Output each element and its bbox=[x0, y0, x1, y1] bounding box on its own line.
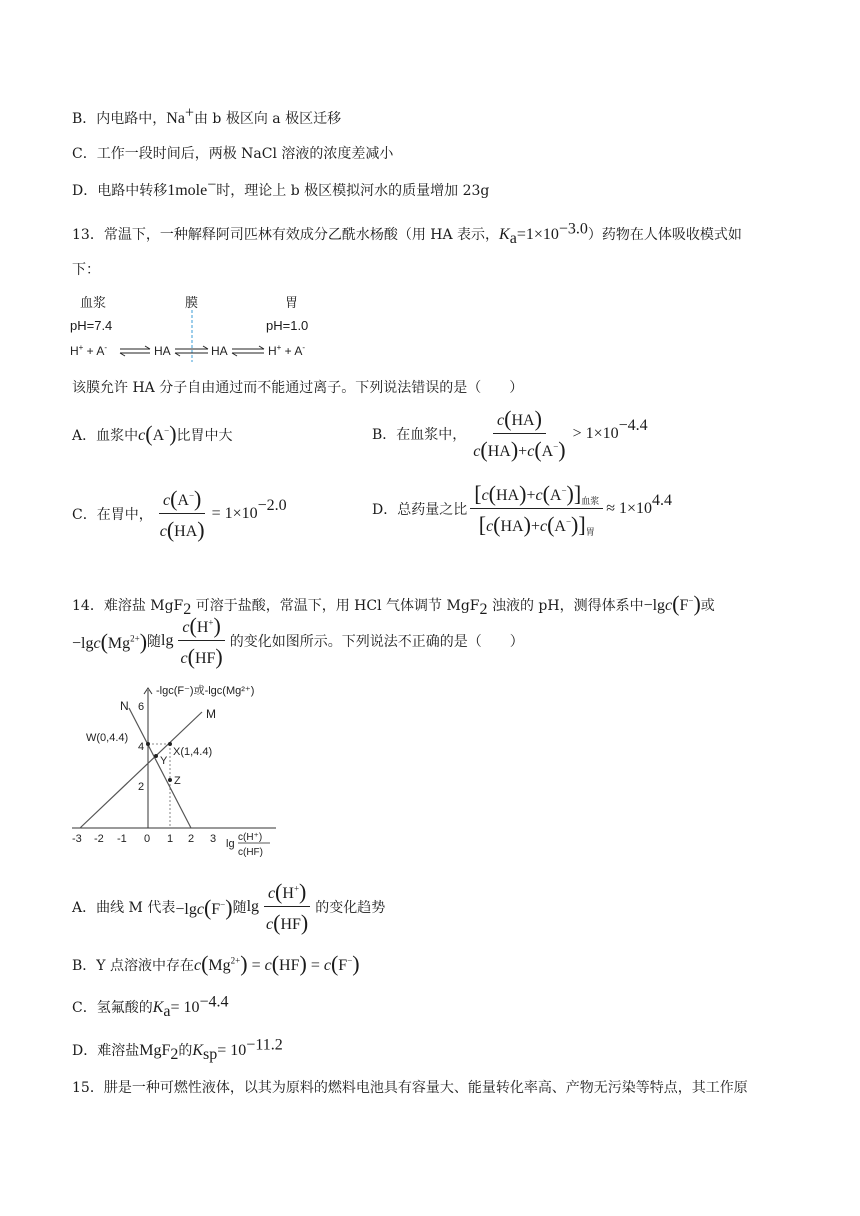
q14-option-b: B．Y 点溶液中存在$c(Mg^{2+}) = c(HF) = c(F^-)$ bbox=[72, 951, 360, 976]
point-x-label: X(1,4.4) bbox=[173, 746, 213, 758]
x-tick-neg1: -1 bbox=[117, 833, 127, 845]
q13-c-fraction: $\frac{c(A^-)}{c(HA)}$ bbox=[159, 486, 205, 542]
q14-option-c: C．氢氟酸的$K_a= 10^{-4.4}$ bbox=[72, 993, 229, 1020]
x-tick-3: 3 bbox=[210, 833, 217, 845]
q14-option-d: D．难溶盐MgF$_2$的$K_{sp}= 10^{-11.2}$ bbox=[72, 1036, 283, 1063]
x-axis-den: c(HF) bbox=[238, 847, 263, 858]
point-x bbox=[168, 742, 172, 746]
point-w bbox=[146, 742, 150, 746]
ha-stomach: HA bbox=[211, 344, 228, 358]
x-tick-0: 0 bbox=[144, 833, 151, 845]
x-tick-neg2: -2 bbox=[94, 833, 104, 845]
curve-n bbox=[129, 708, 191, 828]
stomach-ph: pH=1.0 bbox=[266, 318, 309, 333]
point-z bbox=[168, 778, 172, 782]
q14-stem-fraction: $\frac{c(H^+)}{c(HF)}$ bbox=[177, 612, 227, 669]
x-tick-2: 2 bbox=[188, 833, 195, 845]
q13-d-fraction: $\frac{[c(HA)+c(A^-)]_{血浆}}{[c(HA)+c(A^-)]_胃}$ bbox=[470, 480, 603, 537]
x-axis-num: c(H⁺) bbox=[238, 832, 263, 843]
q13-b-fraction: $\frac{c(HA)}{c(HA)+c(A^-)}$ bbox=[473, 406, 566, 462]
stomach-label: 胃 bbox=[285, 295, 299, 310]
stomach-ions: H+ + A- bbox=[268, 343, 306, 358]
curve-n-label: N bbox=[120, 699, 129, 713]
curve-m-label: M bbox=[206, 707, 216, 721]
x-axis-lg: lg bbox=[226, 838, 235, 850]
y-tick-2: 2 bbox=[138, 781, 145, 793]
q13-option-d: D．总药量之比 $\frac{[c(HA)+c(A^-)]_{血浆}}{[c(HA)+c(A^-)]_胃}$ ≈ 1×10 $^{4.4}$ bbox=[372, 481, 673, 539]
y-axis-title: -lgc(F⁻)或-lgc(Mg²⁺) bbox=[156, 685, 255, 697]
plasma-ph: pH=7.4 bbox=[70, 318, 113, 333]
q13-stem-line2: 下： bbox=[72, 262, 100, 278]
q13-option-a: A．血浆中c(A−)比胃中大 bbox=[72, 421, 233, 446]
absorption-diagram bbox=[70, 292, 340, 362]
eq-arrow-1 bbox=[120, 346, 150, 356]
y-tick-6: 6 bbox=[138, 701, 145, 713]
q13-option-c: C．在胃中， $\frac{c(A^-)}{c(HA)}$ = 1×10 $^{-2.0}$ bbox=[72, 486, 287, 542]
x-tick-1: 1 bbox=[167, 833, 174, 845]
q12-option-d: D．电路中转移1mole−时，理论上 b 极区模拟河水的质量增加 23g bbox=[72, 176, 490, 199]
q14-a-fraction: $\frac{c(H^+)}{c(HF)}$ bbox=[262, 878, 312, 935]
point-z-label: Z bbox=[174, 775, 181, 787]
x-tick-neg3: -3 bbox=[72, 833, 82, 845]
q14-stem-line1: 14．难溶盐 MgF$_2$ 可溶于盐酸，常温下，用 HCl 气体调节 MgF$_2$ 浊液的 pH，测得体系中−lgc(F−)或 bbox=[72, 591, 715, 618]
q12-option-b: B．内电路中，Na+由 b 极区向 a 极区迁移 bbox=[72, 104, 342, 127]
q13-note: 该膜允许 HA 分子自由通过而不能通过离子。下列说法错误的是（ ） bbox=[72, 380, 524, 396]
y-tick-4: 4 bbox=[138, 741, 145, 753]
q13-option-b: B．在血浆中， $\frac{c(HA)}{c(HA)+c(A^-)}$ > 1×10 $^{-4.4}$ bbox=[372, 406, 648, 462]
q15-stem: 15．肼是一种可燃性液体，以其为原料的燃料电池具有容量大、能量转化率高、产物无污染等特点，其工作原 bbox=[72, 1080, 748, 1096]
equilibrium-scheme bbox=[70, 310, 340, 364]
q14-graph bbox=[66, 680, 296, 865]
q14-option-a: A．曲线 M 代表 −lgc(F−) 随 lg $\frac{c(H^+)}{c(HF)}$ 的变化趋势 bbox=[72, 879, 386, 935]
ha-plasma: HA bbox=[154, 344, 171, 358]
q13-stem: 13．常温下，一种解释阿司匹林有效成分乙酰水杨酸（用 HA 表示，$K_a=1\times 10^{-3.0}$）药物在人体吸收模式如 bbox=[72, 220, 742, 247]
q12-option-c: C．工作一段时间后，两极 NaCl 溶液的浓度差减小 bbox=[72, 146, 394, 162]
eq-arrow-3 bbox=[232, 346, 264, 356]
point-w-label: W(0,4.4) bbox=[86, 732, 129, 744]
point-y bbox=[154, 754, 158, 758]
plasma-label: 血浆 bbox=[80, 295, 107, 310]
membrane-label: 膜 bbox=[185, 295, 199, 310]
curve-m bbox=[80, 712, 202, 828]
point-y-label: Y bbox=[160, 755, 168, 767]
plasma-ions: H+ + A- bbox=[70, 343, 108, 358]
q14-stem-line2: $-\lg c(Mg^{2+})$ 随 lg $\frac{c(H^+)}{c(HF)}$ 的变化如图所示。下列说法不正确的是（ ） bbox=[72, 613, 524, 669]
